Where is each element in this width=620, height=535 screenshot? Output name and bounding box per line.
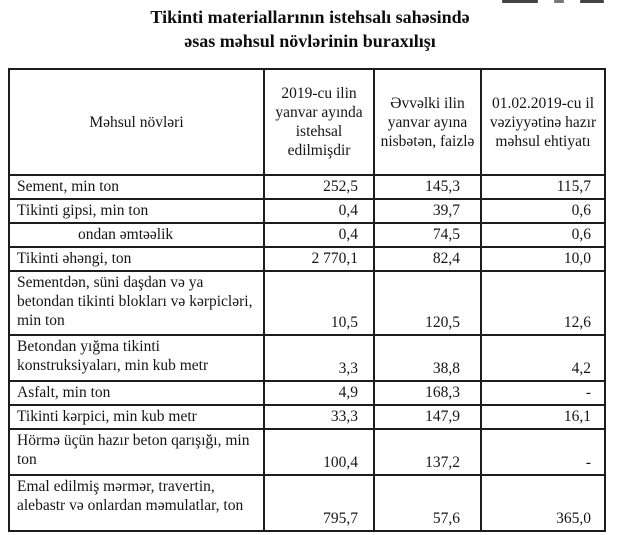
produced-value: 3,3 xyxy=(264,335,374,381)
vs-prev-value: 145,3 xyxy=(374,175,481,199)
table-row xyxy=(9,405,605,429)
stock-value: 16,1 xyxy=(481,405,605,429)
page-title xyxy=(0,5,620,53)
produced-value: 4,9 xyxy=(264,381,374,405)
stock-value: - xyxy=(481,381,605,405)
column-header-stock: 01.02.2019-cu il vəziyyətinə hazır məhsul ehtiyatı xyxy=(481,69,605,175)
product-name: Sement, min ton xyxy=(9,175,264,199)
produced-value: 0,4 xyxy=(264,199,374,223)
product-name: Asfalt, min ton xyxy=(9,381,264,405)
vs-prev-value: 74,5 xyxy=(374,223,481,247)
product-name: Emal edilmiş mərmər, travertin, alebastr və onlardan məmulatlar, ton xyxy=(9,475,264,531)
produced-value: 33,3 xyxy=(264,405,374,429)
column-header-product: Məhsul növləri xyxy=(9,69,264,175)
stock-value: 12,6 xyxy=(481,271,605,335)
table-row xyxy=(9,247,605,271)
produced-value: 252,5 xyxy=(264,175,374,199)
product-name: Tikinti əhəngi, ton xyxy=(9,247,264,271)
product-name: Sementdən, süni daşdan və ya betondan tikinti blokları və kərpicləri, min ton xyxy=(9,271,264,335)
stock-value: - xyxy=(481,429,605,475)
table-row xyxy=(9,199,605,223)
stock-value: 10,0 xyxy=(481,247,605,271)
vs-prev-value: 120,5 xyxy=(374,271,481,335)
vs-prev-value: 38,8 xyxy=(374,335,481,381)
table-row xyxy=(9,223,605,247)
product-name: Tikinti kərpici, min kub metr xyxy=(9,405,264,429)
produced-value: 10,5 xyxy=(264,271,374,335)
produced-value: 100,4 xyxy=(264,429,374,475)
product-name: Tikinti gipsi, min ton xyxy=(9,199,264,223)
table-row xyxy=(9,475,605,531)
page-title-line1: Tikinti materiallarının istehsalı sahəsində xyxy=(150,7,470,27)
stock-value: 365,0 xyxy=(481,475,605,531)
produced-value: 0,4 xyxy=(264,223,374,247)
page-title-line2: əsas məhsul növlərinin buraxılışı xyxy=(184,31,436,51)
stock-value: 115,7 xyxy=(481,175,605,199)
column-header-produced: 2019-cu ilin yanvar ayında istehsal edilmişdir xyxy=(264,69,374,175)
product-name: ondan əmtəəlik xyxy=(9,223,264,247)
vs-prev-value: 137,2 xyxy=(374,429,481,475)
table-header-row xyxy=(9,69,605,175)
table-row xyxy=(9,175,605,199)
product-name: Hörmə üçün hazır beton qarışığı, min ton xyxy=(9,429,264,475)
stock-value: 0,6 xyxy=(481,223,605,247)
produced-value: 2 770,1 xyxy=(264,247,374,271)
produced-value: 795,7 xyxy=(264,475,374,531)
vs-prev-value: 82,4 xyxy=(374,247,481,271)
vs-prev-value: 57,6 xyxy=(374,475,481,531)
vs-prev-value: 39,7 xyxy=(374,199,481,223)
table-row xyxy=(9,381,605,405)
column-header-vs-prev: Əvvəlki ilin yanvar ayına nisbətən, faizlə xyxy=(374,69,481,175)
vs-prev-value: 147,9 xyxy=(374,405,481,429)
table-row xyxy=(9,429,605,475)
table-row xyxy=(9,335,605,381)
stock-value: 0,6 xyxy=(481,199,605,223)
table-row xyxy=(9,271,605,335)
stock-value: 4,2 xyxy=(481,335,605,381)
production-table xyxy=(8,68,606,532)
vs-prev-value: 168,3 xyxy=(374,381,481,405)
product-name: Betondan yığma tikinti konstruksiyaları, min kub metr xyxy=(9,335,264,381)
